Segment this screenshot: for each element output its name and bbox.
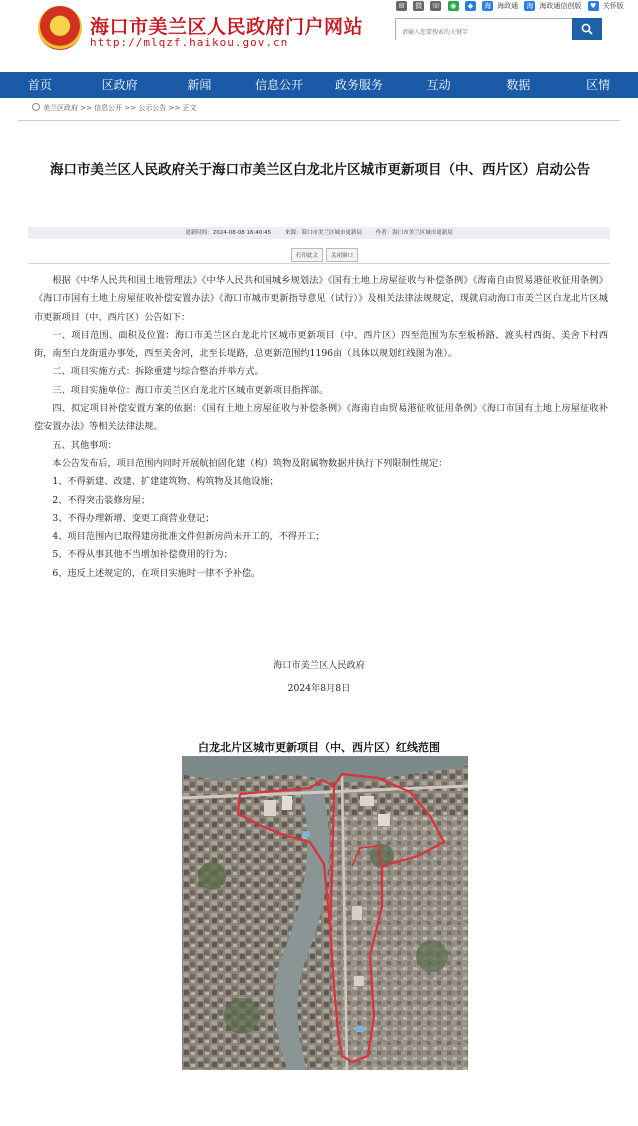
weibo-icon[interactable]: 微 — [415, 2, 423, 10]
article-source: 来源：海口市美兰区城市更新局 — [284, 230, 362, 236]
care-mode-icon: ♥ — [588, 1, 599, 11]
main-nav — [0, 72, 638, 98]
paragraph-basis: 根据《中华人民共和国土地管理法》《中华人民共和国城乡规划法》《国有土地上房屋征收与补偿条例》《海南自由贸易港征收征用条例》《海口市国有土地上房屋征收补偿安置办法》《海口市城市更新指导意见（试行）》及相关法律法规规定，现就启动海口市美兰区白龙北片区城市更新项目（中、西片区）公告如下： — [34, 275, 608, 323]
map-title: 白龙北片区城市更新项目（中、西片区）红线范围 — [198, 741, 440, 754]
phone-icon[interactable]: ☏ — [431, 2, 441, 10]
care-mode-link[interactable]: 关怀版 — [602, 2, 624, 10]
paragraph-scope: 一、项目范围、面积及位置：海口市美兰区白龙北片区城市更新项目（中、西片区）四至范围为东至板桥路、渡头村西街、美舍下村西街，南至白龙街道办事处，西至美舍河，北至长堤路，总更新范围约1196亩（具体以规划红线图为准）。 — [34, 329, 608, 360]
haizhengtong-icon: 海 — [484, 2, 492, 10]
list-item: 4、项目范围内已取得建房批准文件但新房尚未开工的，不得开工； — [52, 531, 325, 543]
article-author: 作者：海口市美兰区城市更新局 — [375, 230, 453, 236]
signature: 海口市美兰区人民政府 — [273, 660, 365, 671]
paragraph-restrictions: 本公告发布后，项目范围内同时开展航拍固化建（构）筑物及附属物数据并执行下列限制性规定： — [52, 457, 448, 469]
paragraph-method: 二、项目实施方式：拆除重建与综合整治并举方式。 — [52, 366, 264, 378]
search-button[interactable] — [572, 18, 602, 40]
divider — [18, 120, 620, 121]
nav-news[interactable]: 新闻 — [187, 78, 212, 92]
nav-data[interactable]: 数据 — [506, 78, 531, 92]
list-item: 3、不得办理新增、变更工商营业登记； — [52, 512, 215, 524]
search-input[interactable] — [396, 23, 572, 43]
close-window-button[interactable]: 关闭窗口 — [326, 248, 358, 262]
nav-district-government[interactable]: 区政府 — [101, 78, 138, 92]
person-icon[interactable]: ◆ — [465, 1, 476, 11]
haizhengtong-xc-link[interactable]: 海政通信创版 — [539, 2, 582, 10]
article-body — [34, 272, 608, 583]
paragraph-compensation-basis: 四、拟定项目补偿安置方案的依据：《国有土地上房屋征收与补偿条例》《海南自由贸易港征收征用条例》《海口市国有土地上房屋征收补偿安置办法》等相关法律法规。 — [34, 403, 608, 433]
list-item: 6、违反上述规定的，在项目实施时一律不予补偿。 — [52, 567, 261, 579]
haizhengtong-xc-icon: 海 — [526, 2, 534, 10]
list-item: 1、不得新建、改建、扩建建筑物、构筑物及其他设施； — [52, 476, 279, 488]
location-icon — [32, 103, 40, 111]
breadcrumb-text[interactable]: 美兰区政府 >> 信息公开 >> 公示公告 >> 正文 — [43, 104, 197, 112]
haizhengtong-link[interactable]: 海政通 — [497, 2, 519, 10]
list-item: 2、不得突击装修房屋； — [52, 494, 151, 506]
search-box — [395, 18, 602, 40]
divider — [28, 263, 610, 264]
site-url: http://mlqzf.haikou.gov.cn — [90, 36, 289, 49]
wechat-icon[interactable]: ◉ — [448, 1, 459, 11]
article-title: 海口市美兰区人民政府关于海口市美兰区白龙北片区城市更新项目（中、西片区）启动公告 — [50, 162, 590, 178]
top-toolbar — [396, 1, 628, 15]
article-actions — [291, 248, 361, 262]
site-title[interactable]: 海口市美兰区人民政府门户网站 — [90, 16, 364, 38]
article-meta — [28, 227, 610, 239]
nav-interaction[interactable]: 互动 — [426, 78, 451, 92]
list-item: 5、不得从事其他不当增加补偿费用的行为； — [52, 549, 233, 561]
breadcrumb[interactable] — [32, 103, 197, 113]
site-header — [0, 0, 638, 72]
nav-district-profile[interactable]: 区情 — [586, 78, 611, 92]
paragraph-other: 五、其他事项： — [52, 439, 117, 451]
search-icon — [581, 23, 593, 35]
print-button[interactable]: 打印此文 — [291, 248, 323, 262]
nav-info-disclosure[interactable]: 信息公开 — [255, 78, 304, 92]
nav-home[interactable]: 首页 — [27, 78, 52, 92]
update-time: 更新时间：2024-08-08 16:40:45 — [185, 230, 272, 236]
paragraph-unit: 三、项目实施单位：海口市美兰区白龙北片区城市更新项目指挥部。 — [52, 384, 329, 396]
aerial-boundary-map — [182, 756, 468, 1070]
national-emblem-logo — [38, 6, 82, 50]
nav-government-services[interactable]: 政务服务 — [334, 78, 383, 92]
mail-icon[interactable]: ✉ — [396, 1, 407, 11]
publish-date: 2024年8月8日 — [287, 683, 351, 694]
